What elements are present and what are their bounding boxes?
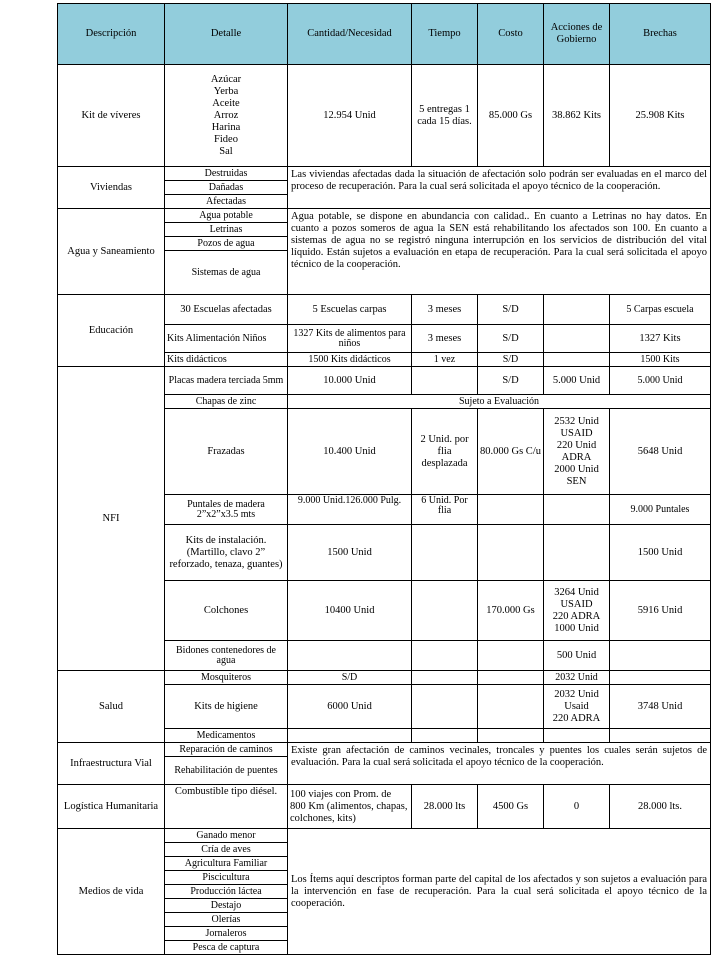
category-logistica: Logística Humanitaria <box>58 785 165 829</box>
salud-acciones: 2032 Unid <box>544 671 610 685</box>
edu-acciones <box>544 295 610 325</box>
salud-acciones <box>544 729 610 743</box>
nfi-tiempo: 6 Unid. Por flia <box>412 495 478 525</box>
medios-item: Piscicultura <box>165 871 288 885</box>
header-brechas: Brechas <box>610 4 711 65</box>
salud-costo <box>478 729 544 743</box>
edu-detalle: 30 Escuelas afectadas <box>165 295 288 325</box>
needs-table-container <box>57 3 711 955</box>
salud-costo <box>478 671 544 685</box>
nfi-cantidad: 10.400 Unid <box>288 409 412 495</box>
nfi-acciones <box>544 525 610 581</box>
category-medios: Medios de vida <box>58 829 165 955</box>
nfi-brechas: 5648 Unid <box>610 409 711 495</box>
edu-tiempo: 3 meses <box>412 295 478 325</box>
table-row <box>58 295 711 325</box>
list-item: 220 Unid <box>556 439 597 451</box>
category-kit-viveres: Kit de víveres <box>58 65 165 167</box>
salud-detalle: Kits de higiene <box>165 685 288 729</box>
logistica-tiempo: 28.000 lts <box>412 785 478 829</box>
header-tiempo: Tiempo <box>412 4 478 65</box>
category-infra: Infraestructura Vial <box>58 743 165 785</box>
category-educacion: Educación <box>58 295 165 367</box>
nfi-cantidad: 10400 Unid <box>288 581 412 641</box>
medios-item: Cría de aves <box>165 843 288 857</box>
list-item: Harina <box>211 121 241 133</box>
viveres-costo: 85.000 Gs <box>478 65 544 167</box>
viveres-brechas: 25.908 Kits <box>610 65 711 167</box>
salud-detalle: Mosquiteros <box>165 671 288 685</box>
salud-cantidad <box>288 729 412 743</box>
table-row <box>58 671 711 685</box>
table-row <box>58 785 711 829</box>
nfi-cantidad: 1500 Unid <box>288 525 412 581</box>
nfi-acciones: 500 Unid <box>544 641 610 671</box>
table-row <box>58 209 711 223</box>
table-row <box>58 367 711 395</box>
nfi-costo <box>478 495 544 525</box>
viveres-cantidad: 12.954 Unid <box>288 65 412 167</box>
salud-cantidad: S/D <box>288 671 412 685</box>
salud-detalle: Medicamentos <box>165 729 288 743</box>
salud-brechas: 3748 Unid <box>610 685 711 729</box>
header-costo: Costo <box>478 4 544 65</box>
nfi-brechas: 5.000 Unid <box>610 367 711 395</box>
edu-acciones <box>544 353 610 367</box>
edu-cantidad: 5 Escuelas carpas <box>288 295 412 325</box>
nfi-chapas-text: Sujeto a Evaluación <box>288 395 711 409</box>
list-item: 2000 Unid <box>554 463 599 475</box>
agua-item: Agua potable <box>165 209 288 223</box>
salud-costo <box>478 685 544 729</box>
viveres-items <box>165 65 288 167</box>
logistica-detalle: Combustible tipo diésel. <box>165 785 288 829</box>
list-item: 2532 Unid <box>554 415 599 427</box>
list-item: Yerba <box>213 85 239 97</box>
list-item: 2032 Unid <box>554 688 599 700</box>
nfi-brechas: 9.000 Puntales <box>610 495 711 525</box>
nfi-detalle: Frazadas <box>165 409 288 495</box>
table-row <box>58 65 711 167</box>
header-detalle: Detalle <box>165 4 288 65</box>
nfi-cantidad: 10.000 Unid <box>288 367 412 395</box>
viveres-tiempo: 5 entregas 1 cada 15 días. <box>412 65 478 167</box>
list-item: Fideo <box>214 133 238 145</box>
salud-tiempo <box>412 729 478 743</box>
table-row <box>58 829 711 843</box>
nfi-tiempo <box>412 525 478 581</box>
list-item: 220 ADRA <box>552 610 601 622</box>
nfi-costo <box>478 525 544 581</box>
edu-cantidad: 1327 Kits de alimentos para niños <box>288 325 412 353</box>
agua-item: Sistemas de agua <box>165 251 288 295</box>
edu-costo: S/D <box>478 325 544 353</box>
list-item: Azúcar <box>210 73 242 85</box>
nfi-costo: 170.000 Gs <box>478 581 544 641</box>
nfi-detalle: Kits de instalación.(Martillo, clavo 2” reforzado, tenaza, guantes) <box>165 525 288 581</box>
nfi-detalle: Bidones contenedores de agua <box>165 641 288 671</box>
medios-text: Los Ítems aquí descriptos forman parte del capital de los afectados y son sujetos a evaluación para la intervención en fase de recuperación. Para la cual será solicitada el apoyo técnico de la cooperación. <box>288 829 711 955</box>
logistica-acciones: 0 <box>544 785 610 829</box>
nfi-brechas: 1500 Unid <box>610 525 711 581</box>
category-salud: Salud <box>58 671 165 743</box>
salud-cantidad: 6000 Unid <box>288 685 412 729</box>
logistica-costo: 4500 Gs <box>478 785 544 829</box>
nfi-costo: S/D <box>478 367 544 395</box>
nfi-tiempo: 2 Unid. por flia desplazada <box>412 409 478 495</box>
nfi-detalle: Puntales de madera 2”x2”x3.5 mts <box>165 495 288 525</box>
list-item: Arroz <box>213 109 239 121</box>
agua-item: Pozos de agua <box>165 237 288 251</box>
nfi-tiempo <box>412 581 478 641</box>
salud-brechas <box>610 729 711 743</box>
nfi-cantidad <box>288 641 412 671</box>
list-item: SEN <box>566 475 587 487</box>
salud-acciones <box>544 685 610 729</box>
table-row <box>58 167 711 181</box>
edu-acciones <box>544 325 610 353</box>
category-viviendas: Viviendas <box>58 167 165 209</box>
medios-item: Ganado menor <box>165 829 288 843</box>
medios-item: Jornaleros <box>165 927 288 941</box>
nfi-brechas: 5916 Unid <box>610 581 711 641</box>
medios-item: Agricultura Familiar <box>165 857 288 871</box>
nfi-acciones: 5.000 Unid <box>544 367 610 395</box>
nfi-detalle: Colchones <box>165 581 288 641</box>
medios-item: Olerías <box>165 913 288 927</box>
header-descripcion: Descripción <box>58 4 165 65</box>
viviendas-item: Dañadas <box>165 181 288 195</box>
viveres-acciones: 38.862 Kits <box>544 65 610 167</box>
nfi-tiempo <box>412 641 478 671</box>
category-agua: Agua y Saneamiento <box>58 209 165 295</box>
list-item: 1000 Unid <box>554 622 599 634</box>
infra-text: Existe gran afectación de caminos vecinales, troncales y puentes los cuales serán sujetos de evaluación. Para la cual será solicitada el apoyo técnico de la cooperación. <box>288 743 711 785</box>
nfi-cantidad: 9.000 Unid.126.000 Pulg. <box>288 495 412 525</box>
edu-detalle: Kits didácticos <box>165 353 288 367</box>
logistica-cantidad: 100 viajes con Prom. de 800 Km (alimentos, chapas, colchones, kits) <box>288 785 412 829</box>
table-row <box>58 743 711 757</box>
nfi-detalle: Chapas de zinc <box>165 395 288 409</box>
medios-item: Producción láctea <box>165 885 288 899</box>
nfi-acciones <box>544 409 610 495</box>
medios-item: Destajo <box>165 899 288 913</box>
nfi-detalle: Placas madera terciada 5mm <box>165 367 288 395</box>
edu-detalle: Kits Alimentación Niños <box>165 325 288 353</box>
header-row <box>58 4 711 65</box>
list-item: 3264 Unid <box>554 586 599 598</box>
logistica-brechas: 28.000 lts. <box>610 785 711 829</box>
edu-costo: S/D <box>478 295 544 325</box>
list-item: ADRA <box>561 451 592 463</box>
nfi-acciones <box>544 495 610 525</box>
salud-brechas <box>610 671 711 685</box>
viviendas-text: Las viviendas afectadas dada la situación de afectación solo podrán ser evaluadas en el marco del proceso de recuperación. Para la cual será solicitada el apoyo técnico de la cooperación. <box>288 167 711 209</box>
salud-tiempo <box>412 685 478 729</box>
needs-table <box>57 3 711 955</box>
list-item: 220 ADRA <box>552 712 601 724</box>
medios-item: Pesca de captura <box>165 941 288 955</box>
nfi-tiempo <box>412 367 478 395</box>
header-acciones: Acciones de Gobierno <box>544 4 610 65</box>
edu-cantidad: 1500 Kits didácticos <box>288 353 412 367</box>
viviendas-item: Destruidas <box>165 167 288 181</box>
salud-tiempo <box>412 671 478 685</box>
edu-costo: S/D <box>478 353 544 367</box>
infra-item: Reparación de caminos <box>165 743 288 757</box>
viviendas-item: Afectadas <box>165 195 288 209</box>
agua-text: Agua potable, se dispone en abundancia con calidad.. En cuanto a Letrinas no hay datos. En cuanto a pozos someros de agua la SEN está rehabilitando los afectados son 100. En cuanto a sistemas de agua no se registró ninguna interrupción en los servicios de distribución del vital líquido. Están sujetos a evaluación en etapa de recuperación. Para la cual será solicitada el apoyo técnico de la cooperación. <box>288 209 711 295</box>
list-item: USAID <box>560 598 593 610</box>
agua-item: Letrinas <box>165 223 288 237</box>
edu-tiempo: 3 meses <box>412 325 478 353</box>
nfi-acciones <box>544 581 610 641</box>
edu-brechas: 1327 Kits <box>610 325 711 353</box>
list-item: USAID <box>560 427 593 439</box>
edu-brechas: 5 Carpas escuela <box>610 295 711 325</box>
edu-tiempo: 1 vez <box>412 353 478 367</box>
nfi-costo: 80.000 Gs C/u <box>478 409 544 495</box>
infra-item: Rehabilitación de puentes <box>165 757 288 785</box>
nfi-costo <box>478 641 544 671</box>
header-cantidad: Cantidad/Necesidad <box>288 4 412 65</box>
nfi-brechas <box>610 641 711 671</box>
category-nfi: NFI <box>58 367 165 671</box>
list-item: Usaid <box>564 700 589 712</box>
list-item: Aceite <box>212 97 240 109</box>
list-item: Sal <box>219 145 233 157</box>
edu-brechas: 1500 Kits <box>610 353 711 367</box>
